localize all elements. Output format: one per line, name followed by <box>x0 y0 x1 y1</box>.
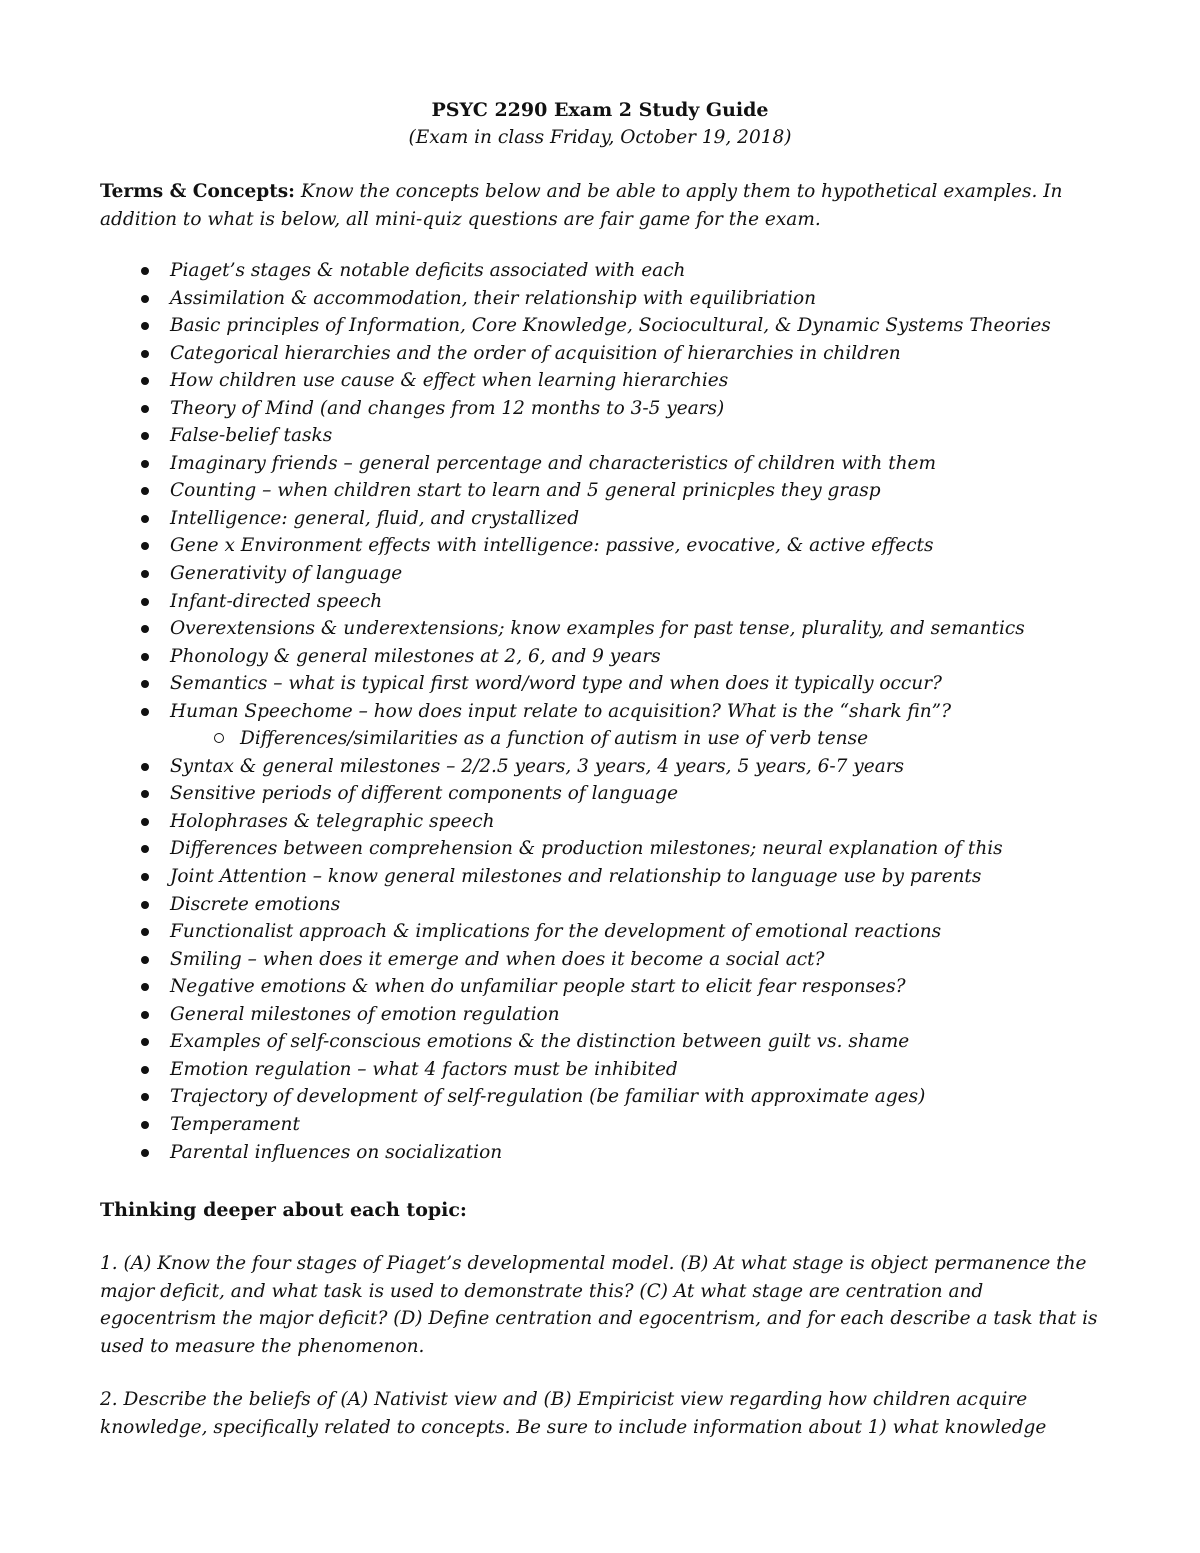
bullet-icon <box>141 432 149 440</box>
page-title: PSYC 2290 Exam 2 Study Guide <box>431 99 769 121</box>
list-item: Basic principles of Information, Core Knowledge, Sociocultural, & Dynamic Systems Theories <box>100 312 1100 340</box>
bullet-icon <box>141 1121 149 1129</box>
list-item: False-belief tasks <box>100 422 1100 450</box>
list-item: Syntax & general milestones – 2/2.5 years, 3 years, 4 years, 5 years, 6-7 years <box>100 753 1100 781</box>
bullet-icon <box>141 625 149 633</box>
list-item: Piaget’s stages & notable deficits associated with each <box>100 257 1100 285</box>
list-item: Generativity of language <box>100 560 1100 588</box>
section-heading: Thinking deeper about each topic: <box>100 1199 467 1222</box>
list-item: Assimilation & accommodation, their relationship with equilibriation <box>100 285 1100 313</box>
bullet-icon <box>141 405 149 413</box>
bullet-icon <box>141 1011 149 1019</box>
list-item: Counting – when children start to learn and 5 general prinicples they grasp <box>100 477 1100 505</box>
bullet-icon <box>141 873 149 881</box>
bullet-icon <box>141 487 149 495</box>
bullet-icon <box>141 1149 149 1157</box>
list-item: Examples of self-conscious emotions & the distinction between guilt vs. shame <box>100 1028 1100 1056</box>
intro-paragraph <box>100 178 1100 233</box>
bullet-icon <box>141 928 149 936</box>
bullet-icon <box>141 956 149 964</box>
bullet-icon <box>141 1093 149 1101</box>
bullet-icon <box>141 515 149 523</box>
page-subtitle: (Exam in class Friday, October 19, 2018) <box>408 127 792 148</box>
list-item: Trajectory of development of self-regulation (be familiar with approximate ages) <box>100 1083 1100 1111</box>
bullet-icon <box>141 763 149 771</box>
list-item: Smiling – when does it emerge and when does it become a social act? <box>100 946 1100 974</box>
bullet-icon <box>141 598 149 606</box>
bullet-icon <box>141 1038 149 1046</box>
bullet-icon <box>141 1066 149 1074</box>
bullet-icon <box>141 790 149 798</box>
bullet-icon <box>141 460 149 468</box>
list-item: Human Speechome – how does input relate to acquisition? What is the “shark fin”? <box>100 698 1100 726</box>
document-page <box>100 96 1100 1441</box>
bullet-icon <box>141 377 149 385</box>
list-item: Negative emotions & when do unfamiliar people start to elicit fear responses? <box>100 973 1100 1001</box>
bullet-icon <box>141 295 149 303</box>
list-item: How children use cause & effect when learning hierarchies <box>100 367 1100 395</box>
list-item: Semantics – what is typical first word/word type and when does it typically occur? <box>100 670 1100 698</box>
list-item: Sensitive periods of different components of language <box>100 780 1100 808</box>
bullet-icon <box>141 570 149 578</box>
list-item: Joint Attention – know general milestones and relationship to language use by parents <box>100 863 1100 891</box>
list-item: Emotion regulation – what 4 factors must be inhibited <box>100 1056 1100 1084</box>
bullet-icon <box>141 983 149 991</box>
bullet-icon <box>141 267 149 275</box>
list-item: Infant-directed speech <box>100 588 1100 616</box>
bullet-icon <box>141 818 149 826</box>
terms-list <box>100 257 1100 1166</box>
bullet-icon <box>141 322 149 330</box>
list-item: General milestones of emotion regulation <box>100 1001 1100 1029</box>
list-item: Gene x Environment effects with intelligence: passive, evocative, & active effects <box>100 532 1100 560</box>
list-item: Functionalist approach & implications for the development of emotional reactions <box>100 918 1100 946</box>
intro-text: Know the concepts below and be able to apply them to hypothetical examples. In addition to what is below, all mini-quiz questions are fair game for the exam. <box>100 181 1063 230</box>
bullet-icon <box>141 845 149 853</box>
bullet-icon <box>141 350 149 358</box>
bullet-icon <box>141 542 149 550</box>
bullet-icon <box>141 708 149 716</box>
list-item: Discrete emotions <box>100 891 1100 919</box>
bullet-icon <box>141 901 149 909</box>
list-item: Theory of Mind (and changes from 12 months to 3-5 years) <box>100 395 1100 423</box>
list-item: Intelligence: general, fluid, and crystallized <box>100 505 1100 533</box>
question-1: 1. (A) Know the four stages of Piaget’s developmental model. (B) At what stage is object permanence the major deficit, and what task is used to demonstrate this? (C) At what stage are centration and egocentrism the major deficit? (D) Define centration and egocentrism, and for each describe a task that is used to measure the phenomenon. <box>100 1253 1098 1357</box>
list-item: Holophrases & telegraphic speech <box>100 808 1100 836</box>
question-2: 2. Describe the beliefs of (A) Nativist view and (B) Empiricist view regarding how children acquire knowledge, specifically related to concepts. Be sure to include information about 1) what knowledge <box>100 1389 1047 1438</box>
list-sub-item: Differences/similarities as a function of autism in use of verb tense <box>100 725 1100 753</box>
intro-lead: Terms & Concepts: <box>100 181 296 202</box>
list-item: Phonology & general milestones at 2, 6, and 9 years <box>100 643 1100 671</box>
list-item: Temperament <box>100 1111 1100 1139</box>
list-item: Overextensions & underextensions; know examples for past tense, plurality, and semantics <box>100 615 1100 643</box>
list-item: Differences between comprehension & production milestones; neural explanation of this <box>100 835 1100 863</box>
list-item: Parental influences on socialization <box>100 1139 1100 1167</box>
bullet-icon <box>141 680 149 688</box>
list-item: Categorical hierarchies and the order of acquisition of hierarchies in children <box>100 340 1100 368</box>
bullet-icon <box>141 653 149 661</box>
list-item: Imaginary friends – general percentage and characteristics of children with them <box>100 450 1100 478</box>
hollow-bullet-icon <box>214 733 224 743</box>
